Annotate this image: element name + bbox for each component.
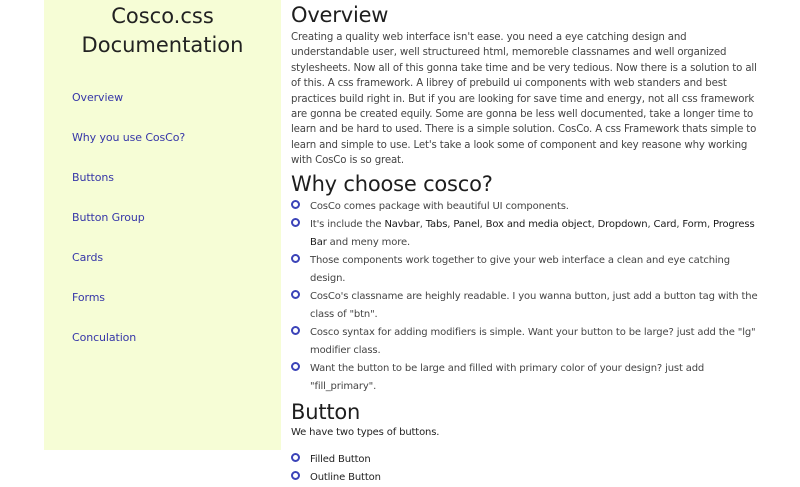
list-item bbox=[291, 252, 761, 288]
circle-bullet-icon bbox=[291, 471, 300, 480]
circle-bullet-icon bbox=[291, 453, 300, 462]
separator: , bbox=[479, 218, 486, 230]
overview-section bbox=[291, 0, 761, 169]
separator: , bbox=[647, 218, 654, 230]
list-item bbox=[291, 216, 761, 252]
component-card: Card bbox=[653, 218, 677, 230]
list-item-text: Outline Button bbox=[310, 471, 381, 483]
component-tabs: Tabs bbox=[425, 218, 448, 230]
sidebar bbox=[44, 0, 281, 450]
why-heading: Why choose cosco? bbox=[291, 171, 493, 196]
circle-bullet-icon bbox=[291, 200, 300, 209]
sidebar-title-line2: Documentation bbox=[81, 33, 244, 57]
overview-heading: Overview bbox=[291, 3, 389, 27]
main-content bbox=[291, 0, 761, 487]
nav-link-overview[interactable]: Overview bbox=[72, 91, 123, 104]
overview-paragraph: Creating a quality web interface isn't ease. you need a eye catching design and understandable user, well structureed html, memoreble classnames and well organized stylesheets. Now all of this gonna take time and be very tedious. Now there is a solution to all of this. A css framework. A librey of prebuild ui components with web standers and best practices build right in. But if you are looking for save time and energy, not all css framework are gonna be created equily. Some are gonna be less well documented, take a longer time to learn and be hard to used. There is a simple solution. CosCo. A css Framework thats simple to learn and simple to use. Let's take a look some of component and key reasone why working with CosCo is so great. bbox=[291, 32, 757, 167]
circle-bullet-icon bbox=[291, 362, 300, 371]
separator: , bbox=[419, 218, 426, 230]
button-types-list bbox=[291, 451, 761, 487]
sidebar-title bbox=[44, 2, 281, 60]
list-item bbox=[291, 360, 761, 396]
nav-link-buttons[interactable]: Buttons bbox=[72, 171, 114, 184]
list-item-suffix: and meny more. bbox=[326, 236, 410, 248]
nav-link-conculation[interactable]: Conculation bbox=[72, 331, 137, 344]
list-item bbox=[291, 288, 761, 324]
separator: , bbox=[676, 218, 683, 230]
component-progress-bar: Progress Bar bbox=[310, 218, 755, 248]
button-heading: Button bbox=[291, 399, 361, 424]
nav-link-cards[interactable]: Cards bbox=[72, 251, 103, 264]
circle-bullet-icon bbox=[291, 254, 300, 263]
separator: , bbox=[591, 218, 598, 230]
why-list bbox=[291, 198, 761, 396]
button-intro: We have two types of buttons. bbox=[291, 426, 440, 438]
list-item-text: Filled Button bbox=[310, 453, 371, 465]
list-item-prefix: It's include the bbox=[310, 218, 385, 230]
component-box-media: Box and media object bbox=[485, 218, 592, 230]
list-item-text: CosCo comes package with beautiful UI components. bbox=[310, 200, 569, 212]
list-item-text: Cosco syntax for adding modifiers is simple. Want your button to be large? just add the "lg" modifier class. bbox=[310, 326, 756, 356]
sidebar-title-line1: Cosco.css bbox=[111, 4, 214, 28]
component-navbar: Navbar bbox=[384, 218, 420, 230]
separator: , bbox=[447, 218, 454, 230]
circle-bullet-icon bbox=[291, 290, 300, 299]
list-item-text: CosCo's classname are heighly readable. I you wanna button, just add a button tag with the class of "btn". bbox=[310, 290, 758, 320]
list-item-text: Want the button to be large and filled with primary color of your design? just add "fill_primary". bbox=[310, 362, 705, 392]
list-item-outline-button bbox=[291, 469, 761, 487]
circle-bullet-icon bbox=[291, 218, 300, 227]
component-panel: Panel bbox=[453, 218, 480, 230]
sidebar-nav bbox=[72, 90, 185, 370]
nav-link-button-group[interactable]: Button Group bbox=[72, 211, 145, 224]
nav-link-forms[interactable]: Forms bbox=[72, 291, 105, 304]
button-section bbox=[291, 399, 761, 487]
list-item-text: Those components work together to give your web interface a clean and eye catching design. bbox=[310, 254, 730, 284]
separator: , bbox=[706, 218, 714, 230]
list-item bbox=[291, 198, 761, 216]
nav-link-why-use-cosco[interactable]: Why you use CosCo? bbox=[72, 131, 186, 144]
list-item bbox=[291, 324, 761, 360]
component-form: Form bbox=[682, 218, 707, 230]
why-section bbox=[291, 170, 761, 396]
list-item-filled-button bbox=[291, 451, 761, 469]
circle-bullet-icon bbox=[291, 326, 300, 335]
component-dropdown: Dropdown bbox=[597, 218, 648, 230]
